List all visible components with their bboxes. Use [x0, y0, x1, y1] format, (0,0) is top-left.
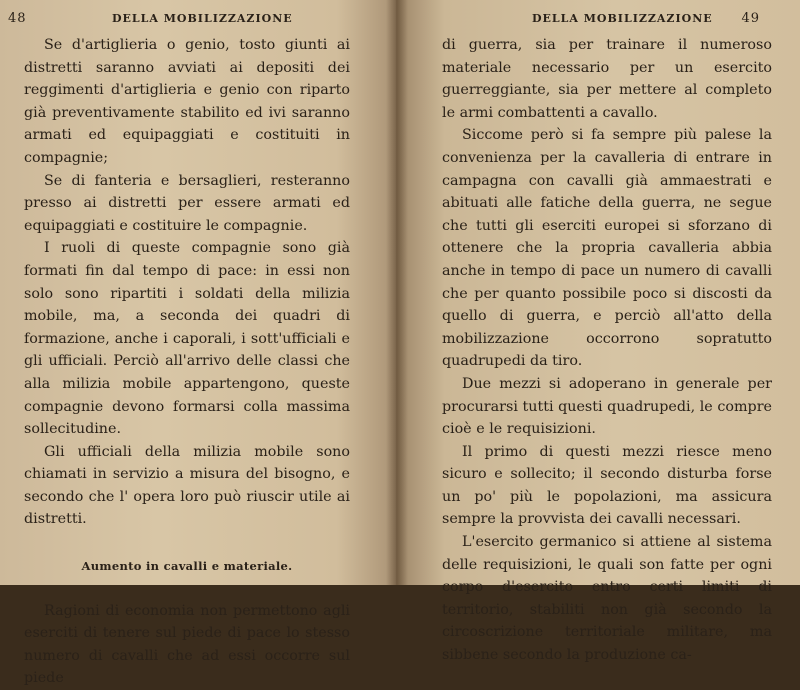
paragraph: Due mezzi si adoperano in generale per procurarsi tutti questi quadrupedi, le compre cioè e le requisizioni. [442, 375, 772, 438]
paragraph: Il primo di questi mezzi riesce meno sicuro e sollecito; il secondo disturba forse un po' più le popolazioni, ma assicura sempre la provvista dei cavalli necessari. [442, 443, 772, 528]
continued-paragraph: di guerra, sia per trainare il numeroso materiale necessario per un esercito guerreggiante, sia per mettere al completo le armi combattenti a cavallo. [442, 37, 772, 121]
paragraph: Se di fanteria e bersaglieri, resteranno presso ai distretti per essere armati ed equipaggiati e costituire le compagnie. [24, 172, 350, 234]
paragraph: L'esercito germanico si attiene al sistema delle requisizioni, le quali son fatte per ogni corpo d'esercito entro certi limiti di territorio, stabiliti non già secondo la circoscrizione territoriale militare, ma sibbene secondo la produzione ca- [442, 534, 772, 664]
right-running-title: DELLA MOBILIZZAZIONE [532, 12, 713, 25]
paragraph: I ruoli di queste compagnie sono già formati fin dal tempo di pace: in essi non solo sono ripartiti i soldati della milizia mobile, ma, a seconda dei quadri di formazione, anche i caporali, i sott'ufficiali e gli ufficiali. Perciò all'arrivo delle classi che alla milizia mobile appartengono, queste compagnie devono formarsi colla massima sollecitudine. [24, 240, 350, 438]
paragraph: Siccome però si fa sempre più palese la convenienza per la cavalleria di entrare in campagna con cavalli già ammaestrati e abituati alle fatiche della guerra, ne segue che tutti gli eserciti europei si sforzano di ottenere che la propria cavalleria abbia anche in tempo di pace un numero di cavalli che per quanto possibile poco si discosti da quello di guerra, e perciò all'atto della mobilizzazione occorrono sopratutto quadrupedi da tiro. [442, 127, 772, 370]
paragraph: Gli ufficiali della milizia mobile sono chiamati in servizio a misura del bisogno, e secondo che l' opera loro può riuscir utile ai distretti. [24, 443, 350, 528]
left-page-text [24, 34, 350, 690]
right-page-text [442, 34, 772, 667]
left-running-title: DELLA MOBILIZZAZIONE [112, 12, 293, 25]
section-heading: Aumento in cavalli e materiale. [81, 559, 293, 574]
right-page-number: 49 [741, 11, 760, 26]
left-running-head [0, 12, 396, 28]
paragraph: Se d'artiglieria o genio, tosto giunti ai distretti saranno avviati ai depositi dei reggimenti d'artiglieria e genio con riparto già preventivamente stabilito ed ivi saranno armati ed equipaggiati e costituiti in compagnie; [24, 37, 350, 166]
left-page [0, 0, 396, 687]
right-page [396, 0, 800, 664]
paragraph: Ragioni di economia non permettono agli eserciti di tenere sul piede di pace lo stesso numero di cavalli che ad essi occorre sul piede [24, 602, 350, 687]
right-running-head [396, 12, 800, 28]
left-page-number: 48 [8, 11, 27, 26]
